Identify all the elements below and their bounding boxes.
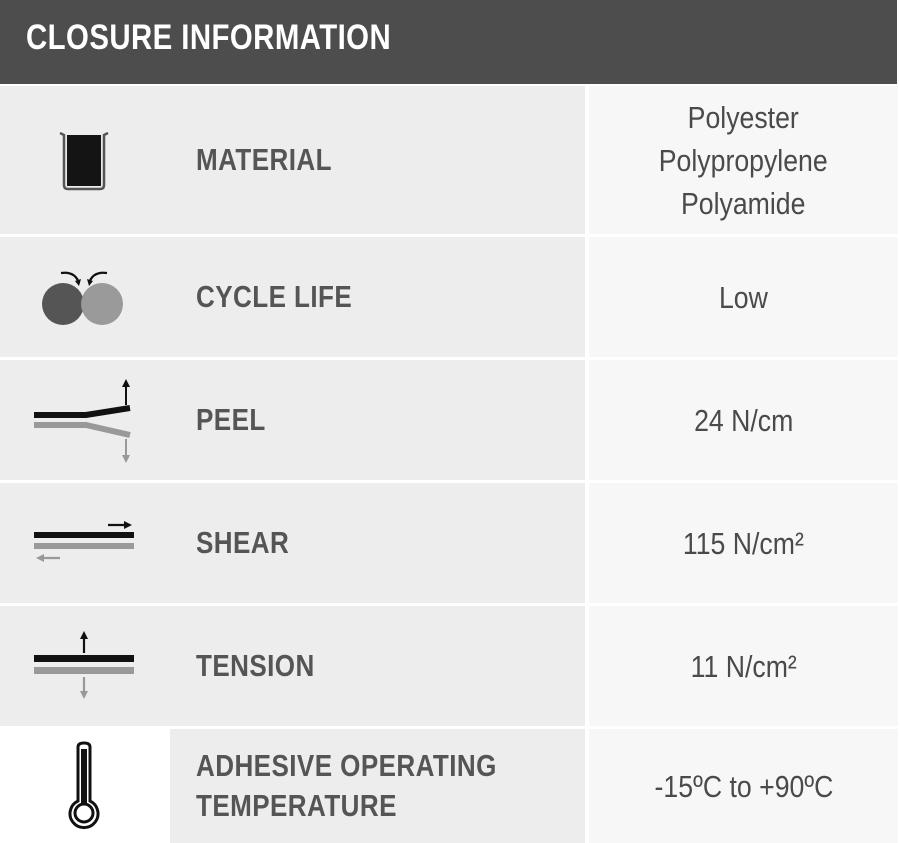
table-row-temperature <box>0 729 900 843</box>
value-line: Polyamide <box>681 185 806 221</box>
row-label: SHEAR <box>196 525 290 560</box>
table-title: CLOSURE INFORMATION <box>26 18 392 57</box>
value-cell <box>589 86 898 234</box>
row-value: Low <box>719 279 768 315</box>
label-cell <box>0 729 585 843</box>
label-cell <box>0 360 585 480</box>
table-row-shear <box>0 483 900 603</box>
row-label: CYCLE LIFE <box>196 279 353 314</box>
value-line: Polyester <box>687 99 800 135</box>
row-label: MATERIAL <box>196 142 332 177</box>
table-row-tension <box>0 606 900 726</box>
shear-icon <box>28 483 140 603</box>
table-row-peel <box>0 360 900 480</box>
tension-icon <box>28 606 140 726</box>
label-cell <box>0 86 585 234</box>
label-line: TEMPERATURE <box>196 788 397 823</box>
cycle-circles-icon <box>28 237 140 357</box>
row-value: 11 N/cm² <box>690 648 797 684</box>
row-value <box>659 96 828 225</box>
label-line: ADHESIVE OPERATING <box>196 748 497 783</box>
value-cell <box>589 729 898 843</box>
thermometer-icon <box>28 729 140 843</box>
row-label: TENSION <box>196 648 315 683</box>
value-cell <box>589 483 898 603</box>
label-cell <box>0 237 585 357</box>
value-cell <box>589 606 898 726</box>
row-value: 24 N/cm <box>693 402 794 438</box>
row-label: PEEL <box>196 402 266 437</box>
table-header <box>0 0 897 84</box>
row-value: 115 N/cm² <box>683 525 804 561</box>
table-row-material <box>0 86 900 234</box>
peel-icon <box>28 360 140 480</box>
label-cell <box>0 483 585 603</box>
row-value: -15ºC to +90ºC <box>654 768 833 804</box>
value-cell <box>589 237 898 357</box>
value-line: Polypropylene <box>659 142 828 178</box>
row-label <box>196 729 497 843</box>
table-row-cycle-life <box>0 237 900 357</box>
value-cell <box>589 360 898 480</box>
beaker-icon <box>28 86 140 234</box>
label-cell <box>0 606 585 726</box>
